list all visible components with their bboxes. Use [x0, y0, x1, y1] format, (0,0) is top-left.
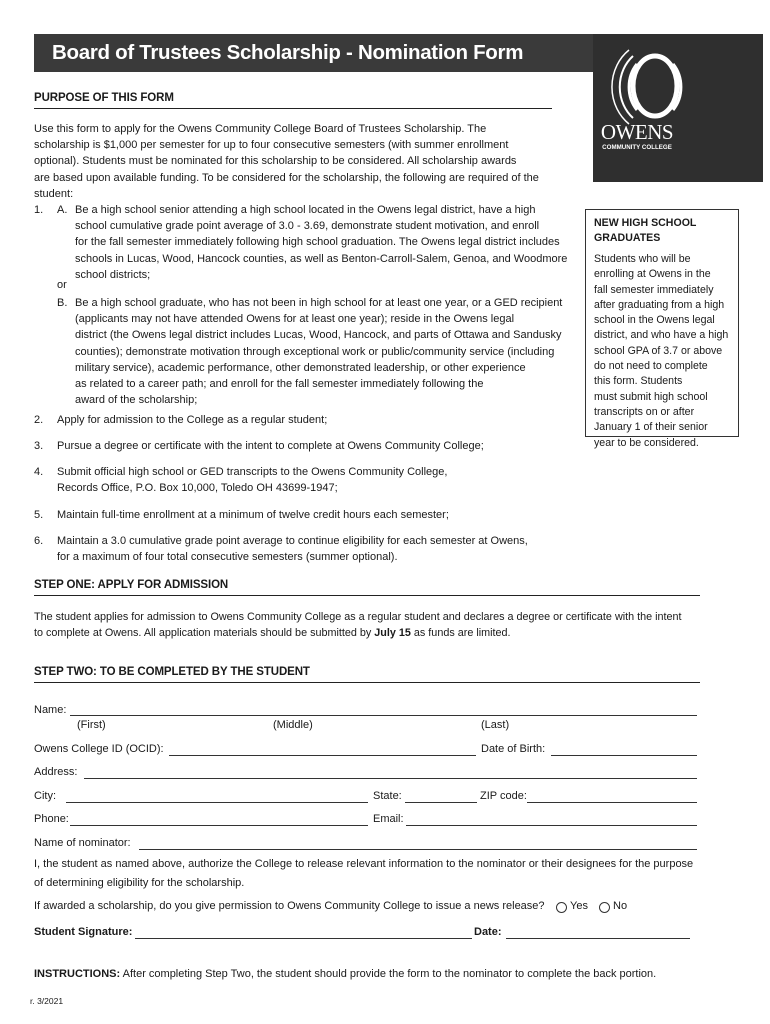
req-line: for a maximum of four total consecutive semesters (summer optional). — [57, 551, 398, 564]
req-line: for the fall semester immediately following high school graduation. The Owens legal district includes — [75, 236, 560, 249]
purpose-line: scholarship is $1,000 per semester for up to four consecutive semesters (with summer enrollment — [34, 139, 509, 152]
req-line: Be a high school senior attending a high school located in the Owens legal district, have a high — [75, 204, 536, 216]
req-line: military service), academic performance, other demonstrated leadership, or other experience — [75, 361, 526, 374]
req-a-label: A. — [57, 204, 68, 216]
req-number: 1. — [34, 204, 44, 216]
note-line: January 1 of their senior — [594, 421, 708, 434]
req-number: 5. — [34, 509, 44, 521]
email-label: Email: — [373, 813, 404, 825]
state-input[interactable] — [405, 802, 477, 803]
step-one-text — [34, 609, 734, 641]
req-a-text — [75, 202, 585, 283]
note-line: transcripts on or after — [594, 405, 695, 418]
note-line: Students who will be — [594, 253, 691, 265]
phone-label: Phone: — [34, 813, 69, 825]
req-b-label: B. — [57, 297, 68, 309]
signature-date-label: Date: — [474, 926, 502, 938]
step-one-line — [34, 625, 734, 641]
owens-logo-mark-icon — [593, 34, 763, 182]
city-input[interactable] — [66, 802, 368, 803]
req-or: or — [57, 279, 67, 291]
no-label: No — [613, 900, 628, 912]
address-input[interactable] — [84, 778, 697, 779]
purpose-text — [34, 121, 574, 202]
form-title: Board of Trustees Scholarship - Nomination Form — [34, 34, 600, 72]
req-b-text — [75, 295, 585, 408]
req-item-text: Apply for admission to the College as a regular student; — [57, 414, 328, 426]
authorization-line: I, the student as named above, authorize the College to release relevant information to the nominator or their designees for the purpose — [34, 858, 694, 870]
note-line: enrolling at Owens in the — [594, 268, 711, 281]
step-one-text-post: as funds are limited. — [410, 627, 511, 640]
nominator-input[interactable] — [139, 849, 697, 850]
step-one-text-pre: to complete at Owens. All application materials should be submitted by — [34, 627, 375, 640]
step-one-line: The student applies for admission to Owens Community College as a regular student and declares a degree or certificate with the intent — [34, 611, 682, 623]
note-heading — [594, 216, 730, 246]
req-number: 2. — [34, 414, 44, 426]
news-release-question: If awarded a scholarship, do you give permission to Owens Community College to issue a news release? — [34, 900, 545, 912]
req-line: school districts; — [75, 268, 151, 281]
purpose-heading: PURPOSE OF THIS FORM — [34, 92, 174, 104]
instructions-text: After completing Step Two, the student should provide the form to the nominator to complete the back portion. — [120, 968, 657, 980]
name-input[interactable] — [70, 715, 697, 716]
req-item-text — [57, 533, 528, 565]
step-two-heading: STEP TWO: TO BE COMPLETED BY THE STUDENT — [34, 666, 310, 678]
yes-radio[interactable] — [556, 902, 567, 913]
req-line: counties); demonstrate motivation through exceptional work or public/community service (including — [75, 345, 555, 358]
authorization-line: of determining eligibility for the scholarship. — [34, 877, 245, 889]
deadline-date: July 15 — [374, 627, 411, 640]
note-line: school GPA of 3.7 or above — [594, 344, 723, 357]
logo-tagline: COMMUNITY COLLEGE — [602, 144, 672, 151]
purpose-line: optional). Students must be nominated for this scholarship to be considered. All scholarship awards — [34, 155, 517, 168]
purpose-line: Use this form to apply for the Owens Community College Board of Trustees Scholarship. The — [34, 123, 487, 135]
instructions — [34, 966, 764, 982]
req-line: Records Office, P.O. Box 10,000, Toledo OH 43699-1947; — [57, 482, 338, 495]
zip-label: ZIP code: — [480, 790, 527, 802]
no-radio[interactable] — [599, 902, 610, 913]
note-line: school in the Owens legal — [594, 314, 715, 327]
note-line: must submit high school — [594, 390, 708, 403]
note-line: do not need to complete — [594, 360, 708, 373]
req-number: 4. — [34, 466, 44, 478]
step-two-rule — [34, 682, 700, 683]
phone-input[interactable] — [70, 825, 368, 826]
first-name-caption: (First) — [77, 719, 106, 731]
name-label: Name: — [34, 704, 67, 716]
req-number: 6. — [34, 535, 44, 547]
zip-input[interactable] — [527, 802, 697, 803]
req-line: district (the Owens legal district includes Lucas, Wood, Hancock, and parts of Ottawa and Sandusky — [75, 329, 562, 342]
purpose-line: are based upon available funding. To be considered for the scholarship, the following are required of the — [34, 171, 539, 184]
req-line: (applicants may not have attended Owens for at least one year); reside in the Owens legal — [75, 313, 515, 326]
instructions-label: INSTRUCTIONS: — [34, 968, 121, 980]
dob-label: Date of Birth: — [481, 743, 546, 755]
state-label: State: — [373, 790, 402, 802]
req-item-text — [57, 464, 447, 496]
purpose-line: student: — [34, 187, 74, 200]
note-line: district, and who have a high — [594, 329, 729, 342]
signature-date-input[interactable] — [506, 938, 690, 939]
logo-wordmark: OWENS — [600, 120, 674, 144]
nominator-label: Name of nominator: — [34, 837, 131, 849]
req-line: award of the scholarship; — [75, 394, 198, 407]
req-item-text: Maintain full-time enrollment at a minimum of twelve credit hours each semester; — [57, 509, 449, 521]
new-graduates-note — [585, 209, 739, 449]
owens-logo — [593, 34, 763, 182]
req-line: school cumulative grade point average of 3.0 - 3.69, demonstrate student motivation, and enroll — [75, 220, 540, 233]
address-label: Address: — [34, 766, 78, 778]
yes-label: Yes — [570, 900, 588, 912]
req-number: 3. — [34, 440, 44, 452]
req-line: Be a high school graduate, who has not been in high school for at least one year, or a GED recipient — [75, 297, 563, 309]
middle-name-caption: (Middle) — [273, 719, 313, 731]
req-line: schools in Lucas, Wood, Hancock counties, as well as Benton-Carroll-Salem, Genoa, and Woodmore — [75, 252, 568, 265]
city-label: City: — [34, 790, 56, 802]
signature-label: Student Signature: — [34, 926, 133, 938]
note-heading-line: GRADUATES — [594, 232, 661, 244]
ocid-input[interactable] — [169, 755, 476, 756]
dob-input[interactable] — [551, 755, 697, 756]
purpose-rule — [34, 108, 552, 109]
note-heading-line: NEW HIGH SCHOOL — [594, 217, 697, 229]
email-input[interactable] — [406, 825, 697, 826]
step-one-rule — [34, 595, 700, 596]
ocid-label: Owens College ID (OCID): — [34, 743, 164, 755]
req-line: Submit official high school or GED transcripts to the Owens Community College, — [57, 466, 448, 478]
signature-input[interactable] — [135, 938, 472, 939]
note-line: this form. Students — [594, 375, 683, 388]
note-line: after graduating from a high — [594, 298, 725, 311]
last-name-caption: (Last) — [481, 719, 510, 731]
req-line: as related to a career path; and enroll for the fall semester immediately following the — [75, 378, 484, 391]
note-line: year to be considered. — [594, 436, 699, 449]
authorization-text — [34, 855, 754, 893]
req-item-text: Pursue a degree or certificate with the intent to complete at Owens Community College; — [57, 440, 484, 452]
step-one-heading: STEP ONE: APPLY FOR ADMISSION — [34, 579, 229, 591]
req-line: Maintain a 3.0 cumulative grade point average to continue eligibility for each semester at Owens, — [57, 535, 528, 547]
revision-date: r. 3/2021 — [30, 996, 64, 1006]
note-line: fall semester immediately — [594, 283, 714, 296]
